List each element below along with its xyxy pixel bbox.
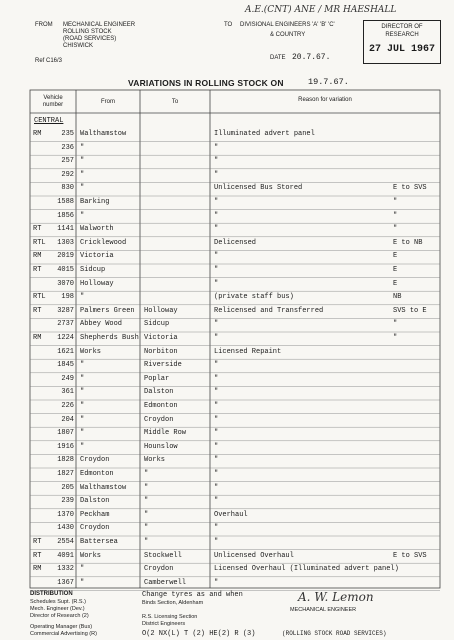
row-reason: " <box>214 374 219 383</box>
row-reason: " <box>214 198 219 206</box>
row-class: RT <box>33 306 42 315</box>
row-note: E to SVS <box>393 551 427 560</box>
row-number: 1828 <box>57 456 74 465</box>
row-note: SVS to E <box>393 306 427 315</box>
row-number: 1303 <box>57 238 74 247</box>
row-reason: Licensed Overhaul (Illuminated advert panel) <box>214 565 399 574</box>
row-from: " <box>80 211 85 220</box>
row-note: NB <box>393 293 402 302</box>
row-note: E to NB <box>393 238 423 247</box>
to-text: DIVISIONAL ENGINEERS 'A' 'B' 'C' <box>240 22 335 28</box>
row-number: 2554 <box>57 538 74 546</box>
row-from: Peckham <box>80 510 110 519</box>
row-note: E to SVS <box>393 184 427 193</box>
row-reason: " <box>214 320 219 329</box>
row-number: 249 <box>61 374 74 383</box>
footer-note-3: R.S. Licensing Section <box>142 614 198 620</box>
row-note: " <box>393 225 398 234</box>
row-from: " <box>80 170 85 179</box>
row-from: Holloway <box>80 279 114 288</box>
row-from: Works <box>80 551 102 560</box>
ref-number: Ref C16/3 <box>35 58 63 64</box>
row-from: Walworth <box>80 225 114 234</box>
row-number: 239 <box>61 497 74 506</box>
handwritten-addressees: A.E.(CNT) ANE / MR HAESHALL <box>245 5 397 15</box>
row-number: 204 <box>61 415 74 424</box>
row-number: 226 <box>61 402 74 410</box>
row-number: 205 <box>61 483 74 492</box>
row-class: RT <box>33 538 42 546</box>
row-class: RM <box>33 252 42 261</box>
row-reason: " <box>214 170 219 179</box>
row-reason: " <box>214 578 219 587</box>
row-to: Camberwell <box>144 578 187 587</box>
row-note: " <box>393 211 398 220</box>
row-to: Poplar <box>144 374 170 383</box>
row-number: 1856 <box>57 211 74 220</box>
row-number: 1370 <box>57 510 74 519</box>
row-from: " <box>80 442 85 451</box>
stamp-date: 27 JUL 1967 <box>368 44 435 55</box>
row-note: " <box>393 320 398 329</box>
row-to: Stockwell <box>144 551 182 560</box>
row-from: Croydon <box>80 456 110 465</box>
row-from: Croydon <box>80 524 110 533</box>
row-to: Edmonton <box>144 402 178 410</box>
row-from: " <box>80 565 85 574</box>
row-reason: " <box>214 415 219 424</box>
row-from: " <box>80 388 85 397</box>
row-number: 1621 <box>57 347 74 356</box>
row-reason: " <box>214 279 219 288</box>
form-title: VARIATIONS IN ROLLING STOCK ON <box>128 78 284 88</box>
row-reason: " <box>214 157 219 166</box>
row-from: " <box>80 184 85 193</box>
row-reason: Overhaul <box>214 510 248 519</box>
row-reason: " <box>214 442 219 451</box>
row-from: Edmonton <box>80 470 114 478</box>
row-reason: " <box>214 225 219 234</box>
row-reason: (private staff bus) <box>214 293 294 302</box>
row-class: RTL <box>33 238 46 247</box>
date-value: 20.7.67. <box>292 53 331 62</box>
row-number: 3070 <box>57 279 74 288</box>
row-reason: " <box>214 456 219 465</box>
to-text-2: & COUNTRY <box>270 32 306 38</box>
row-to: Dalston <box>144 388 174 397</box>
row-reason: " <box>214 334 219 342</box>
row-reason: Unlicensed Bus Stored <box>214 184 303 193</box>
row-reason: " <box>214 470 219 478</box>
row-class: RT <box>33 551 42 560</box>
col-header-vehicle-2: number <box>42 102 64 108</box>
row-from: " <box>80 402 85 410</box>
row-from: Dalston <box>80 497 110 506</box>
row-from: " <box>80 374 85 383</box>
col-header-to: To <box>171 99 179 105</box>
row-reason: Licensed Repaint <box>214 347 282 356</box>
row-reason: " <box>214 538 219 546</box>
row-class: RM <box>33 565 42 574</box>
from-label: FROM <box>35 22 53 28</box>
signature: A. W. Lemon <box>298 590 374 604</box>
row-to: " <box>144 470 149 478</box>
row-number: 1367 <box>57 578 74 587</box>
row-to: Middle Row <box>144 429 187 438</box>
distribution-2: Mech. Engineer (Dev.) <box>30 606 85 612</box>
row-number: 257 <box>61 157 74 166</box>
row-number: 1588 <box>57 198 74 206</box>
row-reason: " <box>214 388 219 397</box>
form-title-date: 19.7.67. <box>308 77 349 87</box>
row-from: Sidcup <box>80 266 106 274</box>
from-line-4: CHISWICK <box>63 43 93 49</box>
row-note: E <box>393 252 398 261</box>
row-from: " <box>80 415 85 424</box>
row-number: 361 <box>61 388 74 397</box>
row-class: RTL <box>33 293 46 302</box>
row-number: 2019 <box>57 252 74 261</box>
row-class: RM <box>33 334 42 342</box>
row-from: Shepherds Bush <box>80 334 139 342</box>
footer-note-2: Binds Section, Aldenham <box>142 600 204 606</box>
row-to: " <box>144 510 149 519</box>
row-reason: " <box>214 402 219 410</box>
row-from: Walthamstow <box>80 483 127 492</box>
row-class: RT <box>33 266 42 274</box>
distribution-5: Commercial Advertising (R) <box>30 631 97 637</box>
signature-role: MECHANICAL ENGINEER <box>290 607 357 613</box>
row-from: " <box>80 157 85 166</box>
row-number: 1827 <box>57 470 74 478</box>
row-number: 236 <box>61 143 74 152</box>
row-number: 1332 <box>57 565 74 574</box>
distribution-4: Operating Manager (Bus) <box>30 624 93 630</box>
row-reason: " <box>214 211 219 220</box>
row-number: 4015 <box>57 266 74 274</box>
footer-codes: O(2 NX(L) T (2) HE(2) R (3) <box>142 630 256 638</box>
distribution-3: Director of Research (2) <box>30 613 89 619</box>
row-reason: Relicensed and Transferred <box>214 306 324 315</box>
row-from: Cricklewood <box>80 238 127 247</box>
row-number: 1916 <box>57 442 74 451</box>
distribution-label: DISTRIBUTION <box>30 591 73 597</box>
row-reason: " <box>214 429 219 438</box>
row-to: Victoria <box>144 334 178 342</box>
row-reason: Delicensed <box>214 238 257 247</box>
row-number: 1807 <box>57 429 74 438</box>
row-number: 1845 <box>57 361 74 370</box>
from-line-3: (ROAD SERVICES) <box>63 36 117 42</box>
row-to: " <box>144 483 149 492</box>
row-number: 1430 <box>57 524 74 533</box>
row-reason: " <box>214 361 219 370</box>
from-line-1: MECHANICAL ENGINEER <box>63 22 136 28</box>
row-from: Works <box>80 347 102 356</box>
received-stamp <box>363 20 441 64</box>
row-to: Riverside <box>144 361 182 370</box>
section-label: CENTRAL <box>34 117 64 125</box>
row-from: " <box>80 429 85 438</box>
row-to: Croydon <box>144 565 174 574</box>
row-reason: " <box>214 143 219 152</box>
row-note: E <box>393 266 398 274</box>
row-to: Sidcup <box>144 320 170 329</box>
col-header-reason: Reason for variation <box>298 97 352 103</box>
row-from: " <box>80 293 85 302</box>
row-number: 3287 <box>57 306 74 315</box>
row-rules <box>30 142 440 591</box>
date-label: DATE <box>270 55 286 61</box>
row-to: " <box>144 538 149 546</box>
row-from: Battersea <box>80 538 118 546</box>
row-reason: " <box>214 266 219 274</box>
row-reason: Illuminated advert panel <box>214 130 315 138</box>
row-to: Norbiton <box>144 347 178 356</box>
row-from: " <box>80 578 85 587</box>
footer-note-1: Change tyres as and when <box>142 591 243 599</box>
row-from: Victoria <box>80 252 114 261</box>
row-note: E <box>393 279 398 288</box>
row-to: " <box>144 524 149 533</box>
to-label: TO <box>224 22 233 28</box>
row-from: Palmers Green <box>80 306 135 315</box>
row-number: 292 <box>61 170 74 179</box>
row-number: 1141 <box>57 225 74 234</box>
row-reason: " <box>214 483 219 492</box>
row-number: 2737 <box>57 320 74 329</box>
row-reason: " <box>214 497 219 506</box>
stamp-line-1: DIRECTOR OF <box>381 24 423 30</box>
row-reason: " <box>214 524 219 533</box>
row-from: " <box>80 361 85 370</box>
col-header-vehicle: Vehicle <box>43 95 63 101</box>
row-to: " <box>144 497 149 506</box>
row-number: 1224 <box>57 334 74 342</box>
row-number: 4091 <box>57 551 74 560</box>
row-to: Croydon <box>144 415 174 424</box>
row-reason: " <box>214 252 219 261</box>
col-header-from: From <box>101 99 115 105</box>
distribution-1: Schedules Supt. (R.S.) <box>30 599 86 605</box>
from-line-2: ROLLING STOCK <box>63 29 112 35</box>
row-to: Holloway <box>144 306 178 315</box>
row-reason: Unlicensed Overhaul <box>214 551 294 560</box>
row-class: RM <box>33 130 42 138</box>
row-note: " <box>393 334 398 342</box>
row-to: Works <box>144 456 166 465</box>
row-to: Hounslow <box>144 442 178 451</box>
footer-note-4: District Engineers <box>142 621 186 627</box>
row-from: " <box>80 143 85 152</box>
row-from: Barking <box>80 198 110 206</box>
row-from: Abbey Wood <box>80 320 123 329</box>
row-number: 830 <box>61 184 74 193</box>
row-note: " <box>393 198 398 206</box>
row-number: 235 <box>61 130 74 138</box>
row-number: 198 <box>61 293 74 302</box>
signature-role-2: (ROLLING STOCK ROAD SERVICES) <box>282 630 387 637</box>
row-from: Walthamstow <box>80 130 127 138</box>
stamp-line-2: RESEARCH <box>385 32 419 38</box>
row-class: RT <box>33 225 42 234</box>
